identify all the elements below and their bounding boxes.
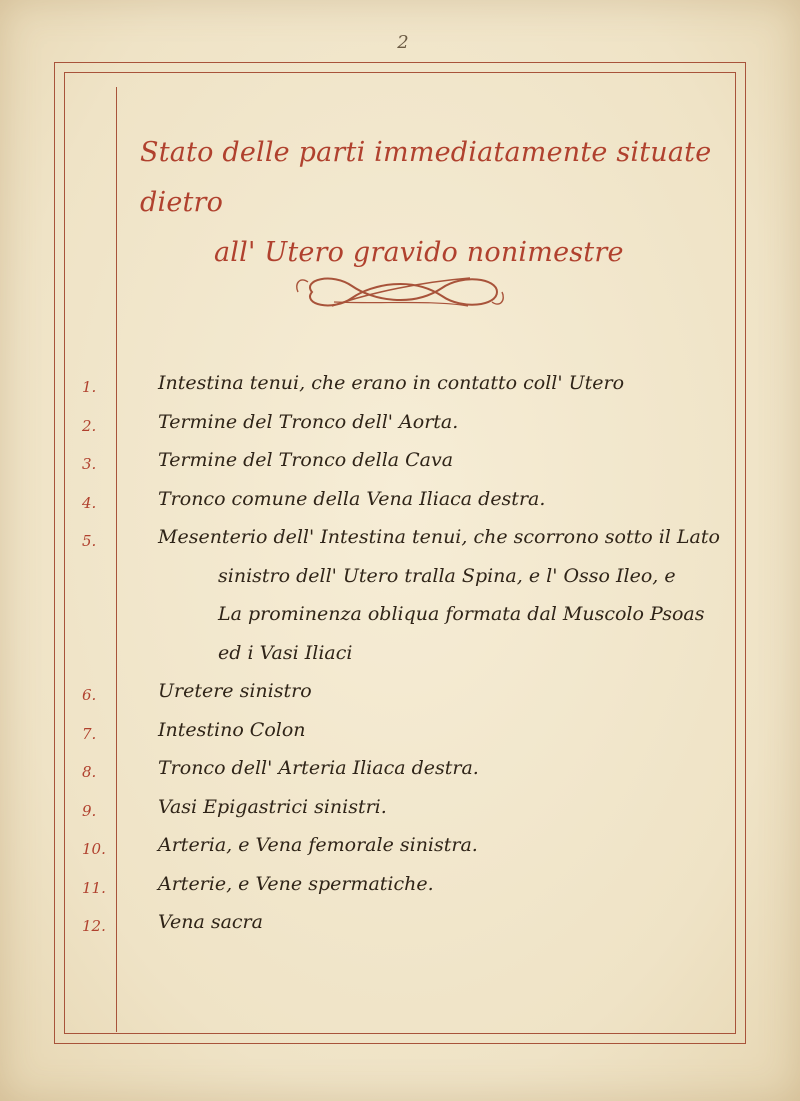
entry-text: Mesenterio dell' Intestina tenui, che scorrono sotto il Lato <box>158 526 720 548</box>
entry-text: Tronco dell' Arteria Iliaca destra. <box>158 757 479 779</box>
entry-text-continuation: ed i Vasi Iliaci <box>218 641 353 664</box>
entry-number: 4. <box>82 493 97 512</box>
entry-number: 10. <box>82 840 106 858</box>
entry-number: 1. <box>82 378 97 396</box>
entry-text: Intestina tenui, che erano in contatto coll' Utero <box>158 372 625 394</box>
entry-number: 6. <box>82 686 97 704</box>
entry-number: 5. <box>82 532 97 550</box>
title-line-1: Stato delle parti immediatamente situate dietro <box>140 137 712 218</box>
title-line-2: all' Utero gravido nonimestre <box>214 237 624 268</box>
entry-text: Uretere sinistro <box>158 680 312 702</box>
entry-text: Vasi Epigastrici sinistri. <box>158 795 387 818</box>
entry-number: 7. <box>82 724 97 743</box>
entry-text: Arterie, e Vene spermatiche. <box>158 872 434 895</box>
entry-text: Vena sacra <box>158 911 263 933</box>
page-number: 2 <box>397 32 409 53</box>
entry-number: 9. <box>82 801 97 820</box>
entry-text-continuation: La prominenza obliqua formata dal Muscolo Psoas <box>218 603 705 625</box>
entry-text: Intestino Colon <box>158 718 306 741</box>
entry-text: Termine del Tronco dell' Aorta. <box>158 410 459 433</box>
entry-text-continuation: sinistro dell' Utero tralla Spina, e l' Osso Ileo, e <box>218 564 676 587</box>
entry-number: 11. <box>82 878 106 897</box>
entry-number: 2. <box>82 416 97 435</box>
entry-number: 3. <box>82 455 97 473</box>
entry-text: Arteria, e Vena femorale sinistra. <box>158 834 478 856</box>
entry-text: Termine del Tronco della Cava <box>158 449 454 471</box>
entry-number: 12. <box>82 917 106 935</box>
entry-number: 8. <box>82 763 97 781</box>
entry-text: Tronco comune della Vena Iliaca destra. <box>158 487 546 510</box>
